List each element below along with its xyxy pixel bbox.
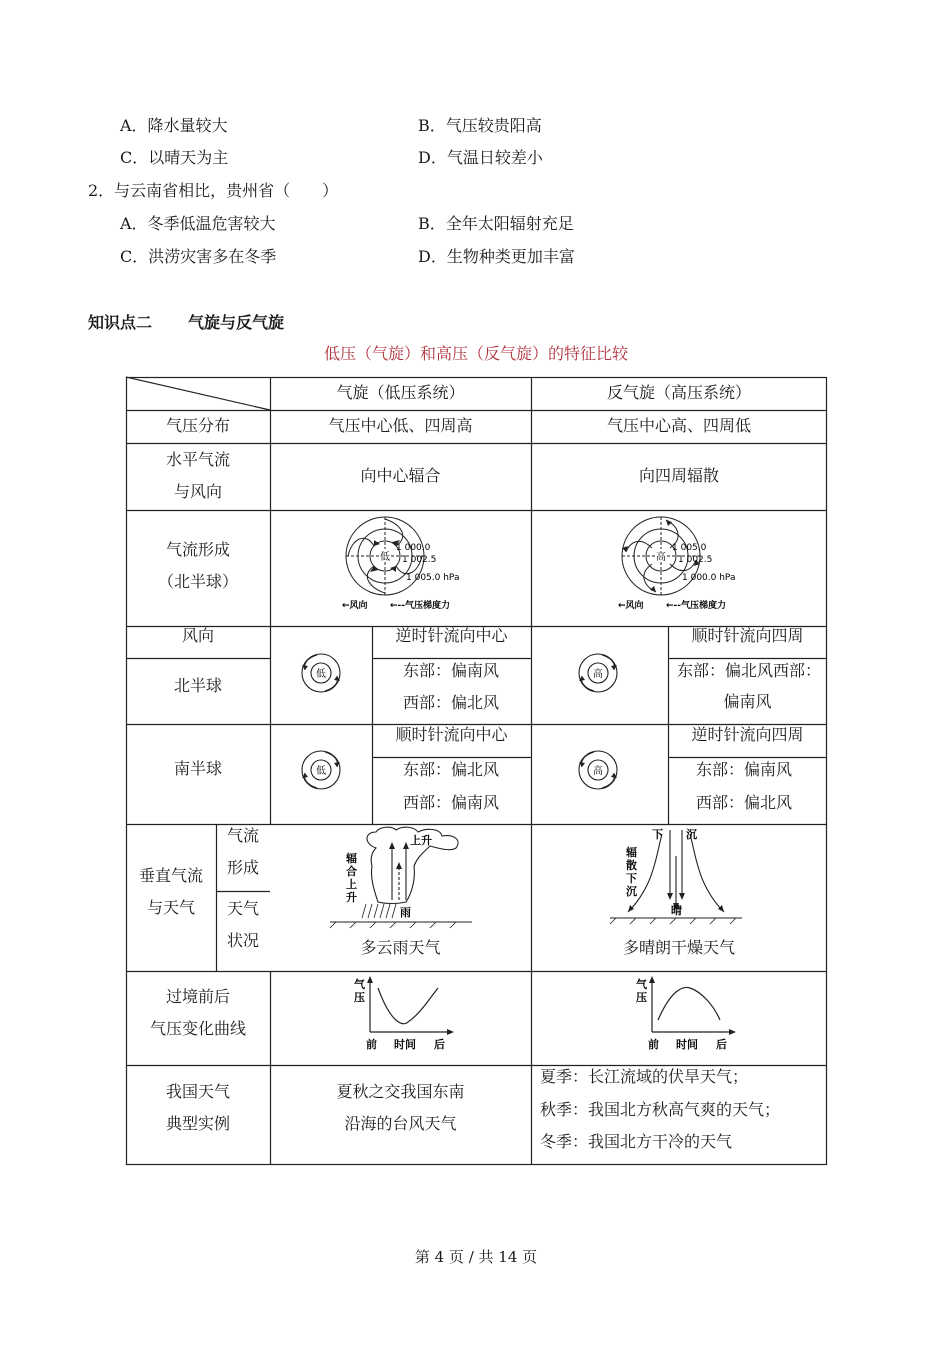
cyclone-isobar-2: 1 002.5: [402, 555, 437, 565]
cyclone-legend-pgf: ←--气压梯度力: [390, 601, 451, 611]
anticyclone-legend-wind: ←风向: [618, 601, 644, 611]
row-label-southern: 南半球: [173, 759, 222, 778]
nh-anticyclone-line-3: 偏南风: [723, 692, 772, 711]
row-label-pressure: 气压分布: [165, 416, 230, 435]
row-label-vertical-1: 垂直气流: [138, 866, 203, 885]
cyclone-side-4: 升: [346, 891, 357, 904]
q1-option-a: A．降水量较大: [120, 116, 228, 135]
cyclone-curve-x-time: 时间: [394, 1038, 416, 1051]
sub-label-weather-2: 状况: [226, 931, 259, 950]
q2-option-b: B．全年太阳辐射充足: [418, 214, 574, 233]
row-label-example-1: 我国天气: [165, 1082, 230, 1101]
row-label-curve-2: 气压变化曲线: [149, 1019, 246, 1038]
row-label-horizontal-1: 水平气流: [165, 450, 230, 469]
cyclone-isobar-1: 1 000.0: [396, 543, 431, 553]
cyclone-curve-y-1: 气: [354, 978, 365, 991]
example-anticyclone-2: 秋季：我国北方秋高气爽的天气；: [540, 1100, 781, 1119]
section-title: 气旋与反气旋: [188, 313, 285, 332]
anticyclone-legend-pgf: ←--气压梯度力: [666, 601, 727, 611]
row-label-formation-2: （北半球）: [157, 572, 238, 591]
nh-cyclone-line-3: 西部：偏北风: [403, 693, 500, 712]
anticyclone-vertical-diagram: [606, 826, 746, 930]
cyclone-up-label: 上升: [410, 834, 432, 847]
row-label-horizontal-2: 与风向: [173, 482, 222, 501]
sh-low-wind-icon: [297, 747, 345, 793]
row-label-example-2: 典型实例: [165, 1114, 230, 1133]
anticyclone-isobar-3: 1 000.0 hPa: [682, 573, 736, 583]
q2-stem: 2．与云南省相比，贵州省（ ）: [88, 181, 339, 200]
anticyclone-down-label-2: 沉: [686, 828, 697, 841]
anticyclone-formation-diagram: [604, 514, 764, 622]
q1-option-c: C．以晴天为主: [120, 148, 229, 167]
cyclone-curve-x-before: 前: [366, 1038, 377, 1051]
cyclone-curve-x-after: 后: [434, 1038, 445, 1051]
cyclone-curve-y-2: 压: [354, 991, 365, 1004]
pressure-cyclone: 气压中心低、四周高: [328, 416, 473, 435]
col-header-cyclone: 气旋（低压系统）: [336, 383, 465, 402]
section-label: 知识点二: [88, 313, 153, 332]
anticyclone-down-label-1: 下: [652, 828, 663, 841]
nh-cyclone-line-2: 东部：偏南风: [403, 661, 500, 680]
cyclone-side-2: 合: [346, 865, 357, 878]
anticyclone-side-4: 沉: [626, 885, 637, 898]
example-anticyclone-1: 夏季：长江流域的伏旱天气；: [540, 1067, 749, 1086]
anticyclone-side-1: 辐: [626, 846, 637, 859]
cyclone-side-1: 辐: [346, 852, 357, 865]
sub-label-weather-1: 天气: [226, 899, 259, 918]
cyclone-side-3: 上: [346, 878, 357, 891]
cyclone-pressure-curve: [346, 974, 456, 1056]
row-label-curve-1: 过境前后: [165, 987, 230, 1006]
sub-label-flow-1: 气流: [226, 826, 259, 845]
sh-high-label: 高: [593, 766, 603, 777]
cyclone-vertical-diagram: [326, 826, 476, 930]
example-anticyclone-3: 冬季：我国北方干冷的天气: [540, 1132, 733, 1151]
nh-anticyclone-line-2: 东部：偏北风西部：: [677, 661, 822, 680]
sub-label-flow-2: 形成: [226, 858, 259, 877]
sh-low-label: 低: [316, 766, 326, 777]
row-label-northern: 北半球: [173, 676, 222, 695]
sh-anticyclone-line-2: 东部：偏南风: [696, 760, 793, 779]
anticyclone-side-3: 下: [626, 872, 637, 885]
q2-option-a: A．冬季低温危害较大: [120, 214, 276, 233]
anticyclone-curve-x-before: 前: [648, 1038, 659, 1051]
anticyclone-isobar-1: 1 005.0: [672, 543, 707, 553]
row-label-wind: 风向: [181, 626, 214, 645]
sh-high-wind-icon: [574, 747, 622, 793]
nh-low-wind-icon: [297, 650, 345, 696]
anticyclone-curve-y-2: 压: [636, 991, 647, 1004]
anticyclone-sunny-label: 晴: [671, 904, 682, 917]
q2-option-c: C．洪涝灾害多在冬季: [120, 247, 277, 266]
row-label-vertical-2: 与天气: [146, 898, 195, 917]
page-footer: 第 4 页 / 共 14 页: [414, 1248, 538, 1266]
cyclone-formation-diagram: [330, 514, 480, 622]
q2-option-d: D．生物种类更加丰富: [418, 247, 575, 266]
anticyclone-isobar-2: 1 002.5: [678, 555, 713, 565]
cyclone-center-label: 低: [380, 552, 390, 563]
sh-anticyclone-line-1: 逆时针流向四周: [691, 725, 804, 744]
pressure-anticyclone: 气压中心高、四周低: [606, 416, 751, 435]
anticyclone-curve-x-time: 时间: [676, 1038, 698, 1051]
q1-option-b: B．气压较贵阳高: [418, 116, 542, 135]
anticyclone-side-2: 散: [626, 859, 637, 872]
row-label-formation-1: 气流形成: [165, 540, 230, 559]
q1-option-d: D．气温日较差小: [418, 148, 543, 167]
anticyclone-pressure-curve: [628, 974, 738, 1056]
weather-cyclone: 多云雨天气: [360, 938, 441, 957]
nh-low-label: 低: [316, 669, 326, 680]
sh-cyclone-line-2: 东部：偏北风: [403, 760, 500, 779]
example-cyclone-1: 夏秋之交我国东南: [336, 1082, 465, 1101]
anticyclone-center-label: 高: [656, 552, 666, 563]
nh-high-label: 高: [593, 669, 603, 680]
cyclone-isobar-3: 1 005.0 hPa: [406, 573, 460, 583]
anticyclone-curve-x-after: 后: [716, 1038, 727, 1051]
horizontal-anticyclone: 向四周辐散: [638, 466, 719, 485]
horizontal-cyclone: 向中心辐合: [360, 466, 441, 485]
example-cyclone-2: 沿海的台风天气: [344, 1114, 457, 1133]
anticyclone-curve-y-1: 气: [636, 978, 647, 991]
weather-anticyclone: 多晴朗干燥天气: [622, 938, 735, 957]
col-header-anticyclone: 反气旋（高压系统）: [606, 383, 751, 402]
nh-high-wind-icon: [574, 650, 622, 696]
cyclone-rain-label: 雨: [400, 906, 411, 919]
nh-anticyclone-line-1: 顺时针流向四周: [691, 626, 804, 645]
table-caption: 低压（气旋）和高压（反气旋）的特征比较: [323, 344, 628, 363]
sh-cyclone-line-3: 西部：偏南风: [403, 793, 500, 812]
nh-cyclone-line-1: 逆时针流向中心: [395, 626, 508, 645]
sh-cyclone-line-1: 顺时针流向中心: [395, 725, 508, 744]
cyclone-legend-wind: ←风向: [342, 601, 368, 611]
sh-anticyclone-line-3: 西部：偏北风: [696, 793, 793, 812]
